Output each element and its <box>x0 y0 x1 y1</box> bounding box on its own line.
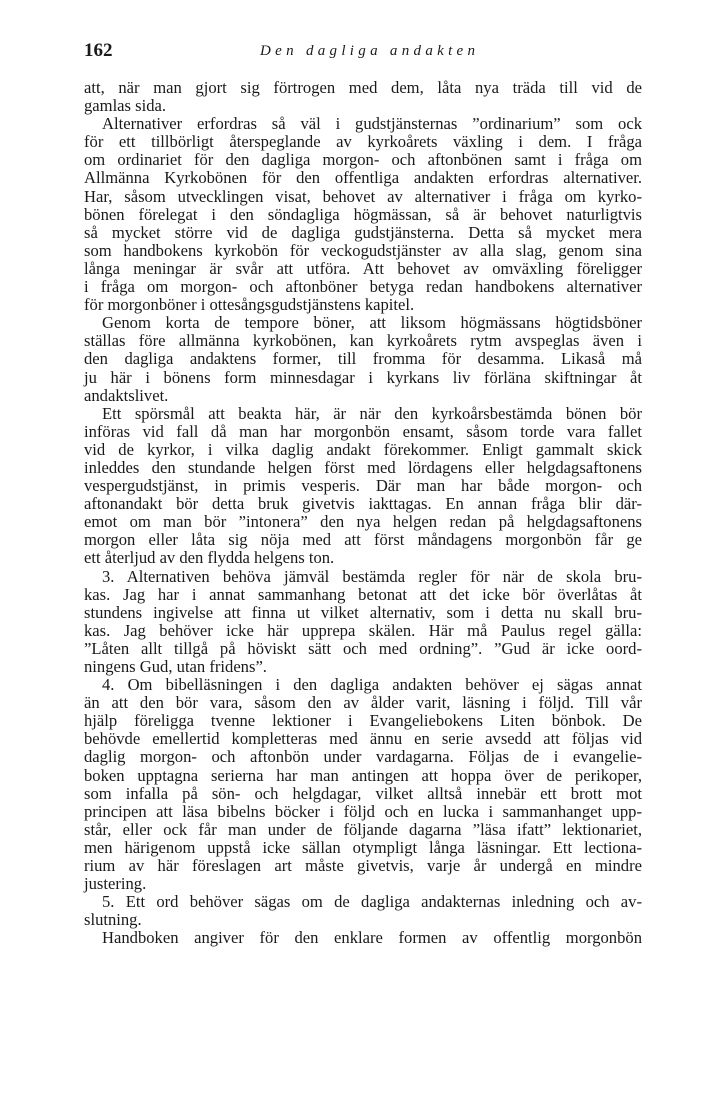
paragraph <box>84 929 642 947</box>
page-number: 162 <box>84 40 113 61</box>
text-line: långa meningar är svår att utföra. Att behovet av omväxling föreligger <box>84 258 642 278</box>
text-line: Genom korta de tempore böner, att liksom högmässans högtidsböner <box>102 313 642 333</box>
text-line: för ett tillbörligt återspeglande av kyrkoårets växling i dem. I fråga <box>84 132 642 152</box>
text-line: vid de kyrkor, i vilka daglig andakt förekommer. Enligt gammalt skick <box>84 439 642 459</box>
running-title: Den dagliga andakten <box>260 43 480 59</box>
text-line: principen att läsa bibelns böcker i följd och en lucka i sammanhanget upp- <box>84 801 642 821</box>
text-line: behövde emellertid kompletteras med ännu en serie avsedd att följas vid <box>84 729 642 749</box>
text-line: Handboken angiver för den enklare formen av offentlig morgonbön <box>102 928 642 948</box>
paragraph <box>84 314 642 404</box>
text-line: gamlas sida. <box>84 96 167 116</box>
text-line: kas. Jag har i annat sammanhang betonat att det icke bör överlåtas åt <box>84 584 642 604</box>
text-line: Har, såsom utvecklingen visat, behovet av alternativer i fråga om kyrko- <box>84 186 642 206</box>
text-line: som handbokens kyrkobön för veckogudstjänster av alla slag, genom sina <box>84 240 642 260</box>
text-line: ningens Gud, utan fridens”. <box>84 657 267 676</box>
text-line: slutning. <box>84 910 142 930</box>
text-line: att, när man gjort sig förtrogen med dem, låta nya träda till vid de <box>84 78 642 97</box>
text-line: Ett spörsmål att beakta här, är när den kyrkoårsbestämda bönen bör <box>102 403 642 423</box>
text-line: ”Låten allt tillgå på höviskt sätt och med ordning”. ”Gud är icke oord- <box>84 638 642 658</box>
text-line: Allmänna Kyrkobönen för den offentliga andakten erfordras alternativer. <box>84 168 642 188</box>
text-line: vespergudstjänst, in primis vesperis. Där man har både morgon- och <box>84 476 642 496</box>
paragraph <box>84 568 642 677</box>
paragraph <box>84 676 642 893</box>
text-line: står, eller ock får man under de följande dagarna ”läsa ifatt” lektionariet, <box>84 819 642 839</box>
text-line: morgon eller låta sig nöja med att först måndagens morgonbön får ge <box>84 530 642 550</box>
text-line: hjälp föreligga tvenne lektioner i Evangeliebokens Liten bönbok. De <box>84 711 642 731</box>
text-line: den dagliga andaktens former, till fromma för desamma. Likaså må <box>84 349 642 369</box>
text-line: så mycket större vid de dagliga gudstjänsterna. Detta så mycket mera <box>84 222 642 242</box>
text-line: emot om man bör ”intonera” den nya helgen redan på helgdagsaftonens <box>84 512 642 532</box>
text-line: kas. Jag behöver icke här upprepa skälen. Här må Paulus regel gälla: <box>84 620 642 640</box>
text-line: daglig morgon- och aftonbön under vardagarna. Följas de i evangelie- <box>84 747 642 767</box>
text-line: andaktslivet. <box>84 385 169 405</box>
text-line: aftonandakt bör detta bruk givetvis iakttagas. En annan fråga blir där- <box>84 494 642 514</box>
text-line: justering. <box>84 874 147 894</box>
text-line: ställas före allmänna kyrkobönen, kan kyrkoårets rytm avspeglas även i <box>84 331 642 351</box>
text-line: ju här i bönens form minnesdagar i kyrkans liv förläna skiftningar åt <box>84 367 642 387</box>
text-line: som infalla på sön- och helgdagar, vilket alltså innebär ett brott mot <box>84 783 642 803</box>
text-line: Alternativer erfordras så väl i gudstjänsternas ”ordinarium” som ock <box>102 114 642 134</box>
text-line: stundens ingivelse att finna ut vilket alternativ, som i detta nu skall bru- <box>84 602 642 622</box>
body-text <box>84 79 642 948</box>
text-line: 5. Ett ord behöver sägas om de dagliga andakternas inledning och av- <box>102 892 642 912</box>
paragraph <box>84 405 642 568</box>
text-line: 3. Alternativen behöva jämväl bestämda regler för när de skola bru- <box>102 566 642 586</box>
text-line: om ordinariet för den dagliga morgon- och aftonbönen samt i fråga om <box>84 150 642 170</box>
paragraph <box>84 893 642 929</box>
text-line: införas vid fall då man har morgonbön ensamt, såsom torde vara fallet <box>84 421 642 441</box>
text-line: bönen förelegat i den söndagliga högmässan, så är behovet naturligtvis <box>84 204 642 224</box>
text-line: för morgonböner i ottesångsgudstjänstens kapitel. <box>84 295 415 315</box>
paragraph <box>84 115 642 314</box>
text-line: boken upptagna serierna har man antingen att hoppa över de perikoper, <box>84 765 642 785</box>
text-line: ett återljud av den flydda helgens ton. <box>84 548 335 568</box>
text-line: men härigenom uppstå icke sällan otympligt långa läsningar. Ett lectiona- <box>84 837 642 857</box>
text-line: än att den bör vara, såsom den av ålder varit, läsning i följd. Till vår <box>84 693 642 713</box>
paragraph <box>84 79 642 115</box>
text-line: i fråga om morgon- och aftonböner betyga redan handbokens alternativer <box>84 277 642 297</box>
text-line: inleddes den stundande helgen först med lördagens eller helgdagsaftonens <box>84 457 642 477</box>
text-line: 4. Om bibelläsningen i den dagliga andakten behöver ej sägas annat <box>102 675 642 695</box>
text-line: rium av här föreslagen art måste givetvis, varje år undergå en mindre <box>84 856 642 876</box>
page-header <box>84 40 642 64</box>
